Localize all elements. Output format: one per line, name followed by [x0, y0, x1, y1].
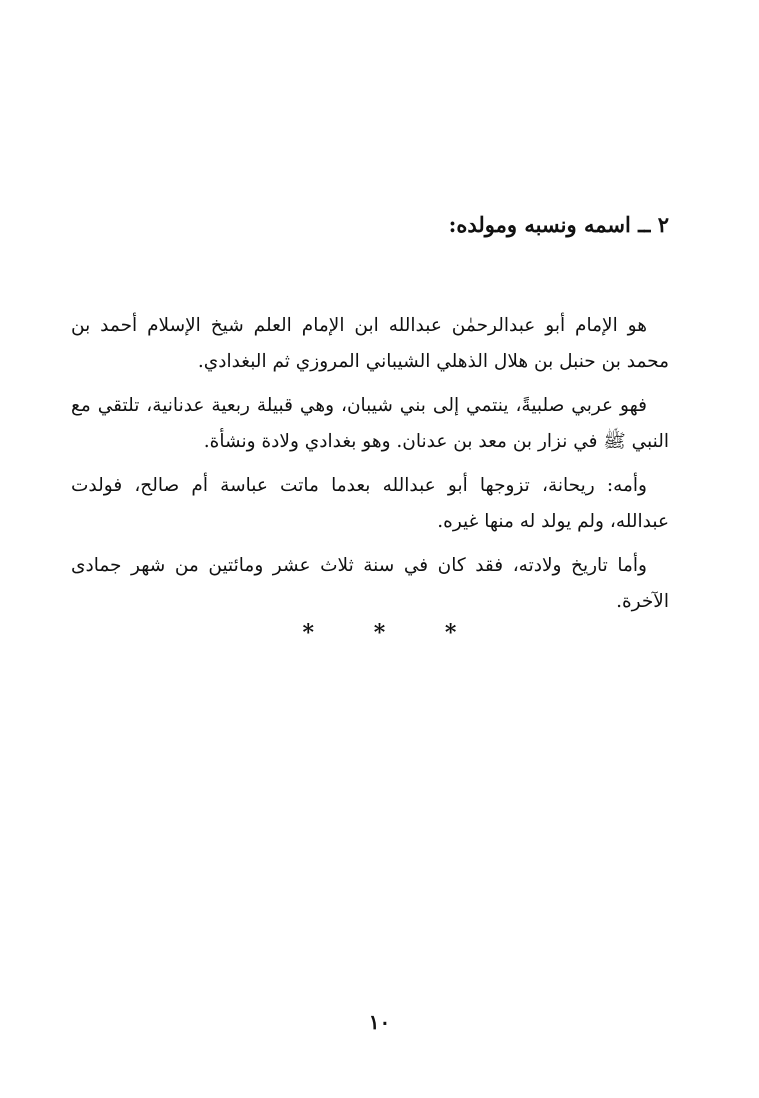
- body-text: [71, 308, 669, 628]
- section-separator: [0, 620, 759, 646]
- separator-star: *: [373, 620, 386, 646]
- paragraph-name-lineage: هو الإمام أبو عبدالرحمٰن عبدالله ابن الإمام العلم شيخ الإسلام أحمد بن محمد بن حنبل بن هلال الذهلي الشيباني المروزي ثم البغدادي.: [71, 315, 669, 372]
- paragraph-birth-date: وأما تاريخ ولادته، فقد كان في سنة ثلاث عشر ومائتين من شهر جمادى الآخرة.: [71, 555, 669, 612]
- separator-star: *: [302, 620, 315, 646]
- paragraph-mother: وأمه: ريحانة، تزوجها أبو عبدالله بعدما ماتت عباسة أم صالح، فولدت عبدالله، ولم يولد له منها غيره.: [71, 475, 669, 532]
- section-heading: ٢ ــ اسمه ونسبه ومولده:: [448, 212, 669, 237]
- paragraph-arab-origin: فهو عربي صلبيةً، ينتمي إلى بني شيبان، وهي قبيلة ربعية عدنانية، تلتقي مع النبي ﷺ في نزار بن معد بن عدنان. وهو بغدادي ولادة ونشأة.: [71, 395, 669, 452]
- separator-star: *: [444, 620, 457, 646]
- page-number: ١٠: [368, 1010, 391, 1034]
